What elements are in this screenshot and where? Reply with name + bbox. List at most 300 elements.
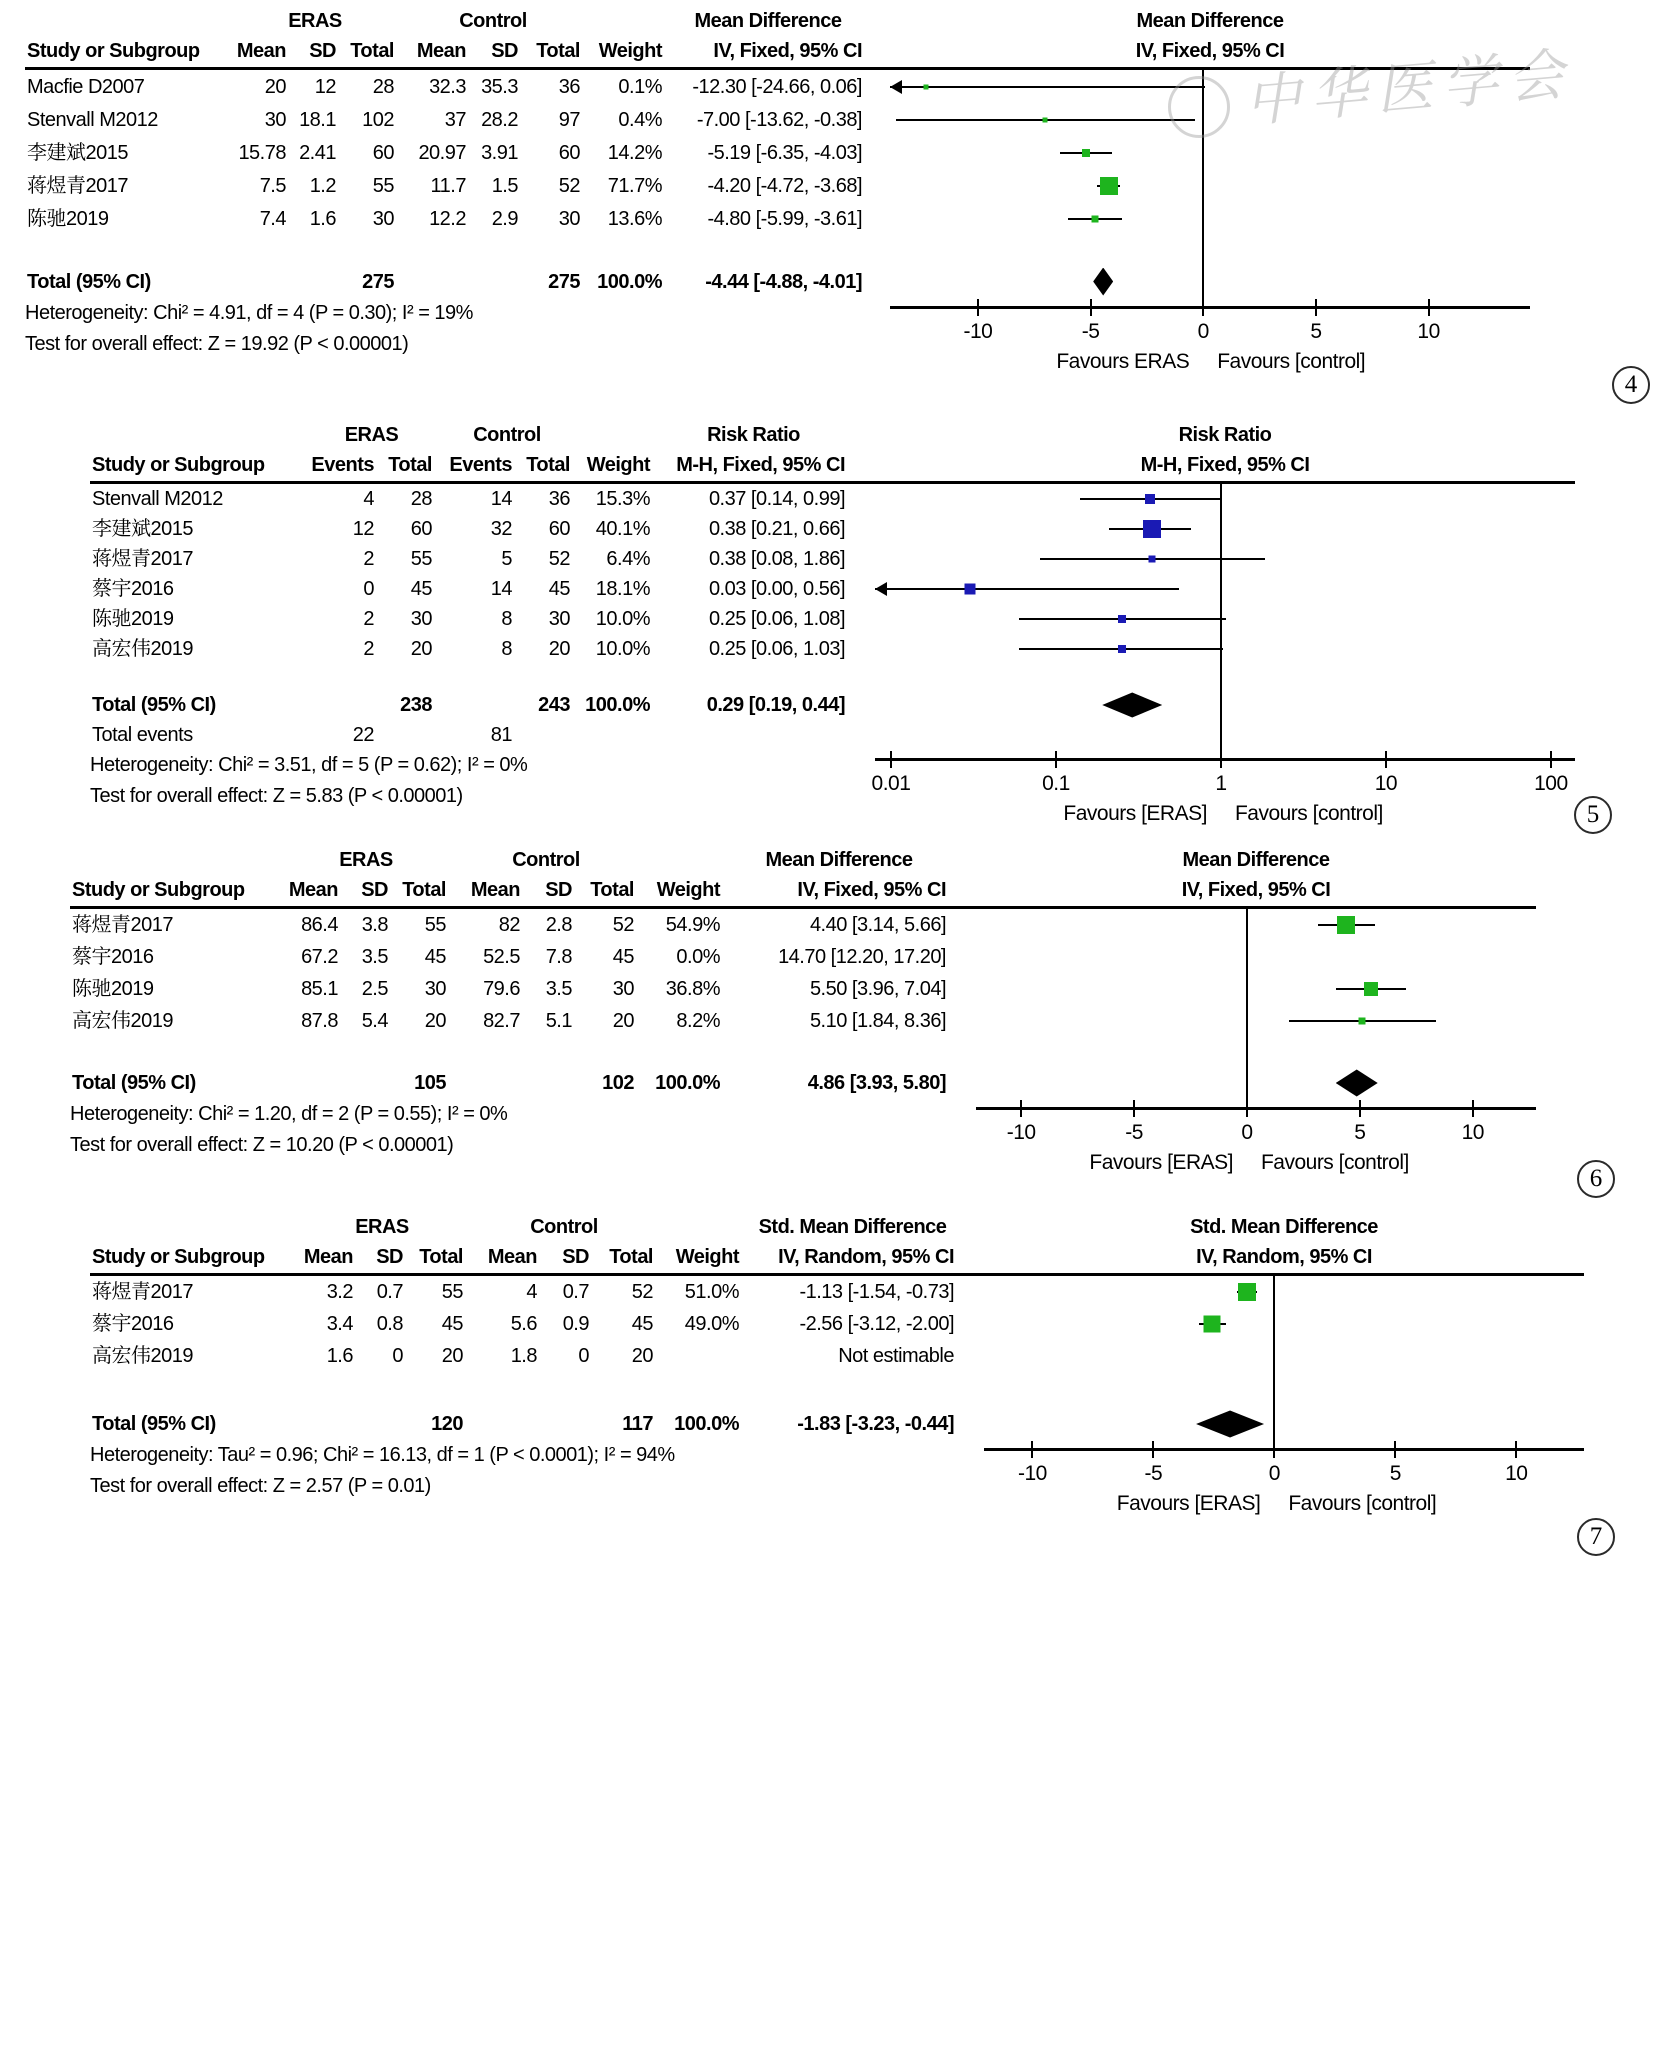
data-cell: 1.6 (326, 1345, 353, 1367)
data-cell: 102 (362, 108, 394, 131)
weight-cell: 0.0% (676, 946, 720, 968)
plot-row-cell (875, 514, 1575, 544)
axis-tick-label: 0 (1241, 1121, 1253, 1144)
data-cell: 1.5 (491, 174, 518, 197)
data-cell: 7.4 (259, 207, 286, 230)
axis-tick (1055, 751, 1057, 768)
data-cell: 30 (424, 978, 446, 1000)
axis-tick-label: -10 (963, 320, 993, 343)
ci-text: 14.70 [12.20, 17.20] (778, 946, 946, 968)
effect-method-header: IV, Fixed, 95% CI (797, 879, 946, 901)
axis-tick (1315, 299, 1317, 316)
ci-text: 0.25 [0.06, 1.03] (708, 638, 845, 660)
panel-number-7: 7 (1577, 1518, 1615, 1556)
panel-header-groups (90, 420, 1575, 450)
zero-line (1246, 1037, 1248, 1067)
effect-square (1092, 215, 1099, 222)
axis-tick-label: 100 (1534, 772, 1568, 795)
zero-line (1273, 1372, 1275, 1408)
data-cell: 55 (441, 1281, 463, 1303)
axis-tick-label: 10 (1417, 320, 1440, 343)
plot-total-cell (976, 1067, 1536, 1099)
pooled-diamond (1336, 1070, 1378, 1097)
axis-area (976, 1099, 1536, 1195)
column-header: Weight (586, 454, 650, 476)
weight-cell: 13.6% (607, 207, 662, 230)
effect-method-header: M-H, Fixed, 95% CI (676, 454, 845, 476)
data-cell: 52.5 (483, 946, 520, 968)
total-label: Total (95% CI) (92, 1413, 216, 1435)
total-label: Total (95% CI) (92, 694, 216, 716)
weight-cell: 10.0% (595, 608, 650, 630)
column-header: SD (361, 879, 388, 901)
column-header: SD (562, 1246, 589, 1268)
data-cell: 2 (363, 548, 374, 570)
weight-cell: 36.8% (665, 978, 720, 1000)
plot-row-cell (976, 973, 1536, 1005)
study-row (25, 103, 1530, 136)
group1-label: ERAS (288, 10, 342, 32)
column-header: Weight (598, 40, 662, 62)
pooled-diamond (1102, 693, 1162, 718)
data-cell: 86.4 (301, 914, 338, 936)
data-cell: 30 (264, 108, 286, 131)
total-label: Total (95% CI) (27, 270, 151, 293)
favours-left-label: Favours [ERAS] (1116, 1492, 1261, 1515)
axis-tick (1090, 299, 1092, 316)
total-row (70, 1067, 1536, 1099)
study-name: 蔡宇2016 (92, 578, 174, 600)
panel-header-columns (90, 450, 1575, 480)
ci-text: -7.00 [-13.62, -0.38] (696, 108, 862, 131)
axis-tick-label: 5 (1354, 1121, 1366, 1144)
total-ci-text: 0.29 [0.19, 0.44] (706, 694, 845, 716)
total-ci-text: -4.44 [-4.88, -4.01] (705, 270, 862, 293)
data-cell: 97 (558, 108, 580, 131)
plot-row-cell (984, 1372, 1584, 1408)
data-cell: 28.2 (481, 108, 518, 131)
data-cell: 52 (548, 548, 570, 570)
plot-row-cell (875, 720, 1575, 750)
data-cell: 37 (444, 108, 466, 131)
axis-tick-label: 5 (1389, 1462, 1401, 1485)
footnotes (90, 1440, 984, 1502)
axis-tick (1202, 299, 1204, 316)
data-cell: 36 (558, 75, 580, 98)
zero-line (1220, 690, 1222, 720)
data-cell: 30 (612, 978, 634, 1000)
data-cell: 2.8 (545, 914, 572, 936)
column-header: Total (526, 454, 570, 476)
data-cell: 55 (410, 548, 432, 570)
zero-line (1202, 136, 1204, 169)
ci-whisker (875, 588, 1179, 590)
data-cell: 5.6 (510, 1313, 537, 1335)
effect-square (964, 584, 975, 595)
favours-left-label: Favours [ERAS] (1063, 802, 1207, 825)
column-header: Mean (303, 1246, 353, 1268)
favours-left-label: Favours [ERAS] (1089, 1151, 1233, 1174)
weight-cell: 54.9% (665, 914, 720, 936)
axis-tick-label: 10 (1374, 772, 1398, 795)
axis-tick (1472, 1100, 1474, 1117)
data-cell: 60 (548, 518, 570, 540)
gap-row (70, 1037, 1536, 1067)
ci-text: -4.80 [-5.99, -3.61] (707, 207, 862, 230)
data-cell: 20 (548, 638, 570, 660)
data-cell: 60 (372, 141, 394, 164)
data-cell: 30 (548, 608, 570, 630)
total-cell: 238 (400, 694, 432, 716)
footnote: Heterogeneity: Chi² = 4.91, df = 4 (P = 0.30); I² = 19% (25, 302, 473, 324)
plot-total-cell (875, 690, 1575, 720)
data-cell: 15.78 (238, 141, 286, 164)
study-column-header: Study or Subgroup (92, 454, 265, 476)
data-cell: 7.8 (545, 946, 572, 968)
total-cell: 243 (538, 694, 570, 716)
weight-cell: 14.2% (607, 141, 662, 164)
study-name: 陈驰2019 (92, 608, 174, 630)
effect-square (1118, 645, 1126, 653)
watermark-text: 中华医学会 (1242, 43, 1577, 135)
ci-text: 5.50 [3.96, 7.04] (809, 978, 946, 1000)
study-row (90, 634, 1575, 664)
gap-row (90, 664, 1575, 690)
axis-tick (1394, 1441, 1396, 1458)
data-cell: 2.9 (491, 207, 518, 230)
study-column-header: Study or Subgroup (27, 40, 200, 62)
plot-total-cell (890, 265, 1530, 298)
axis-tick-label: 5 (1310, 320, 1322, 343)
effect-square (1148, 556, 1155, 563)
data-cell: 1.6 (309, 207, 336, 230)
study-row (70, 973, 1536, 1005)
column-header: SD (545, 879, 572, 901)
zero-line (1246, 1067, 1248, 1099)
column-header: SD (376, 1246, 403, 1268)
data-cell: 8 (501, 638, 512, 660)
zero-line (1220, 664, 1222, 690)
favours-right-label: Favours [control] (1217, 350, 1366, 373)
group2-label: Control (530, 1216, 598, 1238)
plot-row-cell (976, 941, 1536, 973)
plot-row-cell (890, 103, 1530, 136)
ci-text: 0.38 [0.08, 1.86] (708, 548, 845, 570)
column-header: Total (350, 40, 394, 62)
plot-method-header: IV, Random, 95% CI (1196, 1246, 1372, 1268)
study-row (70, 941, 1536, 973)
column-header: Total (590, 879, 634, 901)
effect-square (1359, 1018, 1366, 1025)
study-name: 高宏伟2019 (72, 1010, 173, 1032)
weight-cell: 10.0% (595, 638, 650, 660)
study-name: 李建斌2015 (92, 518, 193, 540)
zero-line (1246, 941, 1248, 973)
study-name: 高宏伟2019 (92, 1345, 193, 1367)
data-cell: 8 (501, 608, 512, 630)
total-weight-cell: 100.0% (674, 1413, 739, 1435)
panel-number-6: 6 (1577, 1160, 1615, 1198)
data-cell: 45 (631, 1313, 653, 1335)
axis-tick-label: 10 (1461, 1121, 1484, 1144)
column-header: Weight (656, 879, 720, 901)
column-header: Mean (288, 879, 338, 901)
data-cell: 20 (264, 75, 286, 98)
data-cell: 20.97 (418, 141, 466, 164)
axis-tick-label: 0.1 (1042, 772, 1070, 795)
footnote: Test for overall effect: Z = 5.83 (P < 0.00001) (90, 785, 463, 807)
plot-method-header: IV, Fixed, 95% CI (1181, 879, 1331, 901)
study-row (25, 202, 1530, 235)
data-cell: 5.1 (545, 1010, 572, 1032)
ci-text: 0.37 [0.14, 0.99] (708, 488, 845, 510)
column-header: Mean (487, 1246, 537, 1268)
ci-text: 0.25 [0.06, 1.08] (708, 608, 845, 630)
weight-cell: 0.4% (618, 108, 662, 131)
data-cell: 12 (314, 75, 336, 98)
effect-square (1043, 117, 1048, 122)
axis-tick (1246, 1100, 1248, 1117)
data-cell: 12 (352, 518, 374, 540)
data-cell: 20 (441, 1345, 463, 1367)
footer-region (25, 298, 1530, 390)
data-cell: 45 (410, 578, 432, 600)
axis-tick-label: 10 (1505, 1462, 1528, 1485)
total-cell: 120 (431, 1413, 463, 1435)
plot-row-cell (890, 70, 1530, 103)
axis-line (875, 758, 1575, 761)
weight-cell: 49.0% (684, 1313, 739, 1335)
axis-tick (1359, 1100, 1361, 1117)
ci-text: -5.19 [-6.35, -4.03] (707, 141, 862, 164)
total-cell: 105 (414, 1072, 446, 1094)
study-row (90, 574, 1575, 604)
data-cell: 11.7 (430, 174, 466, 197)
data-cell: 2 (363, 638, 374, 660)
weight-cell: 15.3% (595, 488, 650, 510)
study-row (90, 544, 1575, 574)
plot-row-cell (875, 634, 1575, 664)
group1-label: ERAS (344, 424, 399, 446)
axis-tick (1031, 1441, 1033, 1458)
data-cell: 32.3 (429, 75, 466, 98)
panel-number-4: 4 (1612, 366, 1650, 404)
axis-area (890, 298, 1530, 390)
total-cell: 275 (362, 270, 394, 293)
plot-title: Mean Difference (1182, 849, 1330, 871)
axis-tick-label: 0 (1197, 320, 1209, 343)
effect-method-header: IV, Fixed, 95% CI (713, 40, 862, 62)
data-cell: 82.7 (483, 1010, 520, 1032)
study-row (90, 514, 1575, 544)
data-cell: 32 (490, 518, 512, 540)
plot-row-cell (984, 1308, 1584, 1340)
effect-square (1118, 615, 1126, 623)
footer-region (90, 750, 1575, 842)
study-name: 陈驰2019 (72, 978, 154, 1000)
zero-line (1246, 973, 1248, 1005)
study-name: 李建斌2015 (27, 141, 128, 164)
data-cell: 20 (631, 1345, 653, 1367)
data-cell: 4 (526, 1281, 537, 1303)
total-events-cell: 22 (352, 724, 374, 746)
axis-tick-label: 1 (1215, 772, 1227, 795)
axis-tick-label: 0.01 (871, 772, 911, 795)
plot-row-cell (875, 604, 1575, 634)
column-header: Total (609, 1246, 653, 1268)
data-cell: 0.7 (376, 1281, 403, 1303)
favours-left-label: Favours ERAS (1056, 350, 1190, 373)
group2-label: Control (459, 10, 527, 32)
pooled-diamond (1093, 268, 1113, 296)
gap-row (25, 235, 1530, 265)
effect-method-header: IV, Random, 95% CI (778, 1246, 954, 1268)
gap-row (90, 1372, 1584, 1408)
data-cell: 45 (548, 578, 570, 600)
effect-title: Risk Ratio (707, 424, 800, 446)
data-cell: 60 (558, 141, 580, 164)
weight-cell: 40.1% (595, 518, 650, 540)
plot-row-cell (984, 1276, 1584, 1308)
study-column-header: Study or Subgroup (72, 879, 245, 901)
data-cell: 36 (548, 488, 570, 510)
ci-text: 4.40 [3.14, 5.66] (809, 914, 946, 936)
data-cell: 3.4 (326, 1313, 353, 1335)
axis-tick (1550, 751, 1552, 768)
panel-number-5: 5 (1574, 796, 1612, 834)
data-cell: 2.5 (361, 978, 388, 1000)
column-header: Total (536, 40, 580, 62)
forest-plot-panel-6 (70, 845, 1536, 1195)
zero-line (1202, 169, 1204, 202)
axis-tick (890, 751, 892, 768)
column-header: Weight (675, 1246, 739, 1268)
data-cell: 60 (410, 518, 432, 540)
plot-row-cell (890, 235, 1530, 265)
data-cell: 30 (558, 207, 580, 230)
favours-right-label: Favours [control] (1234, 802, 1383, 825)
footnotes (90, 750, 875, 812)
study-row (90, 1340, 1584, 1372)
effect-title: Mean Difference (765, 849, 913, 871)
plot-row-cell (875, 484, 1575, 514)
data-cell: 85.1 (301, 978, 338, 1000)
data-cell: 5.4 (361, 1010, 388, 1032)
plot-row-cell (890, 169, 1530, 202)
study-name: 蒋煜青2017 (27, 174, 128, 197)
data-cell: 45 (612, 946, 634, 968)
study-name: 蔡宇2016 (92, 1313, 174, 1335)
plot-row-cell (976, 1037, 1536, 1067)
forest-plot-panel-7 (90, 1212, 1584, 1536)
zero-line (1246, 1005, 1248, 1037)
effect-title: Mean Difference (694, 10, 842, 32)
zero-line (1220, 484, 1222, 514)
axis-tick-label: -5 (1081, 320, 1100, 343)
data-cell: 14 (490, 578, 512, 600)
panel-header-groups (25, 6, 1530, 36)
data-cell: 18.1 (299, 108, 336, 131)
study-row (25, 136, 1530, 169)
plot-row-cell (875, 544, 1575, 574)
data-cell: 12.2 (429, 207, 466, 230)
panel-header-columns (25, 36, 1530, 66)
data-cell: 79.6 (483, 978, 520, 1000)
plot-row-cell (875, 574, 1575, 604)
footer-region (70, 1099, 1536, 1195)
data-cell: 20 (612, 1010, 634, 1032)
panel-header-groups (70, 845, 1536, 875)
column-header: Mean (236, 40, 286, 62)
zero-line (1273, 1276, 1275, 1308)
data-cell: 67.2 (301, 946, 338, 968)
data-cell: 0 (363, 578, 374, 600)
data-cell: 0 (392, 1345, 403, 1367)
zero-line (1246, 909, 1248, 941)
forest-plot-panel-4 (25, 6, 1530, 390)
study-row (90, 1308, 1584, 1340)
total-row (25, 265, 1530, 298)
column-header: Total (419, 1246, 463, 1268)
data-cell: 0.8 (376, 1313, 403, 1335)
total-weight-cell: 100.0% (585, 694, 650, 716)
footnote: Test for overall effect: Z = 19.92 (P < 0.00001) (25, 333, 409, 355)
axis-tick-label: -5 (1125, 1121, 1143, 1144)
data-cell: 1.2 (309, 174, 336, 197)
data-cell: 3.5 (361, 946, 388, 968)
axis-tick (977, 299, 979, 316)
data-cell: 30 (410, 608, 432, 630)
plot-row-cell (890, 202, 1530, 235)
total-events-row (90, 720, 1575, 750)
axis-tick (1020, 1100, 1022, 1117)
column-header: Mean (416, 40, 466, 62)
group2-label: Control (473, 424, 541, 446)
total-row (90, 1408, 1584, 1440)
study-name: 蒋煜青2017 (72, 914, 173, 936)
weight-cell: 0.1% (618, 75, 662, 98)
plot-row-cell (890, 136, 1530, 169)
axis-tick (1273, 1441, 1275, 1458)
effect-square (1145, 494, 1155, 504)
data-cell: 20 (424, 1010, 446, 1032)
study-name: 高宏伟2019 (92, 638, 193, 660)
data-cell: 45 (441, 1313, 463, 1335)
weight-cell: 18.1% (595, 578, 650, 600)
data-cell: 55 (372, 174, 394, 197)
data-cell: 28 (410, 488, 432, 510)
plot-row-cell (976, 1005, 1536, 1037)
plot-row-cell (976, 909, 1536, 941)
axis-line (890, 306, 1530, 309)
zero-line (1273, 1340, 1275, 1372)
axis-tick (1220, 751, 1222, 768)
zero-line (1273, 1308, 1275, 1340)
ci-text: 0.03 [0.00, 0.56] (708, 578, 845, 600)
data-cell: 0.7 (562, 1281, 589, 1303)
axis-tick-label: 0 (1268, 1462, 1280, 1485)
axis-line (984, 1448, 1584, 1451)
ci-text: -4.20 [-4.72, -3.68] (707, 174, 862, 197)
data-cell: 0.9 (562, 1313, 589, 1335)
study-name: 蔡宇2016 (72, 946, 154, 968)
footnote: Heterogeneity: Chi² = 1.20, df = 2 (P = 0.55); I² = 0% (70, 1103, 508, 1125)
footer-region (90, 1440, 1584, 1536)
ci-text: 5.10 [1.84, 8.36] (809, 1010, 946, 1032)
axis-tick-label: -10 (1017, 1462, 1047, 1485)
data-cell: 2 (363, 608, 374, 630)
axis-tick (1428, 299, 1430, 316)
